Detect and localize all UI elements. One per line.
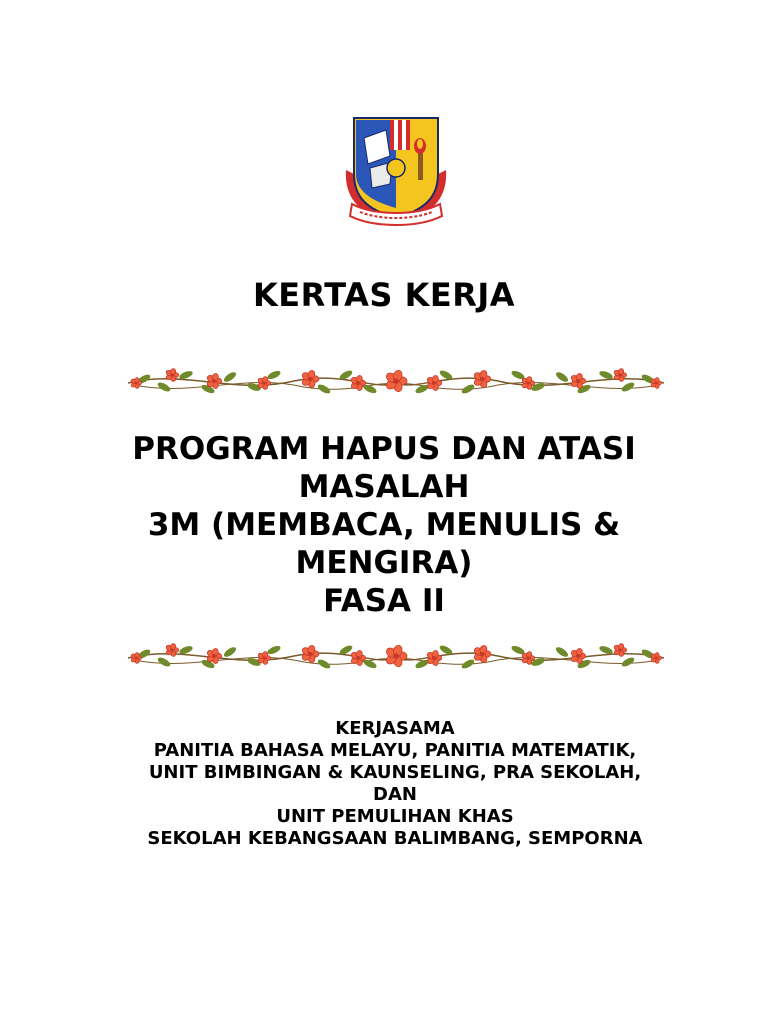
flower-icon bbox=[613, 368, 626, 382]
school-crest-logo bbox=[340, 108, 452, 236]
flower-icon bbox=[350, 375, 366, 391]
collaboration-line: PANITIA BAHASA MELAYU, PANITIA MATEMATIK, bbox=[153, 740, 637, 761]
flower-icon bbox=[165, 643, 178, 657]
leaf-icon bbox=[222, 370, 237, 383]
floral-garland-divider-top bbox=[124, 361, 668, 405]
collaboration-line: SEKOLAH KEBANGSAAN BALIMBANG, SEMPORNA bbox=[147, 828, 643, 849]
leaf-icon bbox=[620, 381, 635, 394]
leaf-icon bbox=[554, 645, 569, 658]
leaf-icon bbox=[620, 656, 635, 669]
program-title bbox=[0, 430, 768, 620]
program-title-line: MASALAH bbox=[298, 469, 470, 505]
leaf-icon bbox=[554, 370, 569, 383]
collaboration-line: DAN bbox=[373, 784, 417, 805]
collaboration-line: UNIT BIMBINGAN & KAUNSELING, PRA SEKOLAH, bbox=[148, 762, 642, 783]
leaf-icon bbox=[222, 645, 237, 658]
leaf-icon bbox=[266, 369, 281, 381]
program-title-line: FASA II bbox=[323, 583, 445, 619]
flower-icon bbox=[650, 377, 661, 389]
leaf-icon bbox=[156, 381, 171, 394]
program-title-line: PROGRAM HAPUS DAN ATASI bbox=[132, 431, 636, 467]
flower-icon bbox=[426, 375, 442, 391]
flower-icon bbox=[385, 369, 407, 393]
program-title-line: 3M (MEMBACA, MENULIS & bbox=[147, 507, 621, 543]
leaf-icon bbox=[156, 656, 171, 669]
document-title: KERTAS KERJA bbox=[252, 276, 516, 314]
flower-icon bbox=[426, 650, 442, 666]
flower-icon bbox=[650, 652, 661, 664]
flower-icon bbox=[350, 650, 366, 666]
collaboration-line: KERJASAMA bbox=[335, 718, 455, 739]
flower-icon bbox=[385, 644, 407, 668]
floral-garland-divider-bottom bbox=[124, 636, 668, 680]
collaboration-block bbox=[0, 718, 768, 850]
program-title-line: MENGIRA) bbox=[295, 545, 473, 581]
flower-icon bbox=[613, 643, 626, 657]
leaf-icon bbox=[266, 644, 281, 656]
collaboration-line: UNIT PEMULIHAN KHAS bbox=[276, 806, 514, 827]
flower-icon bbox=[165, 368, 178, 382]
